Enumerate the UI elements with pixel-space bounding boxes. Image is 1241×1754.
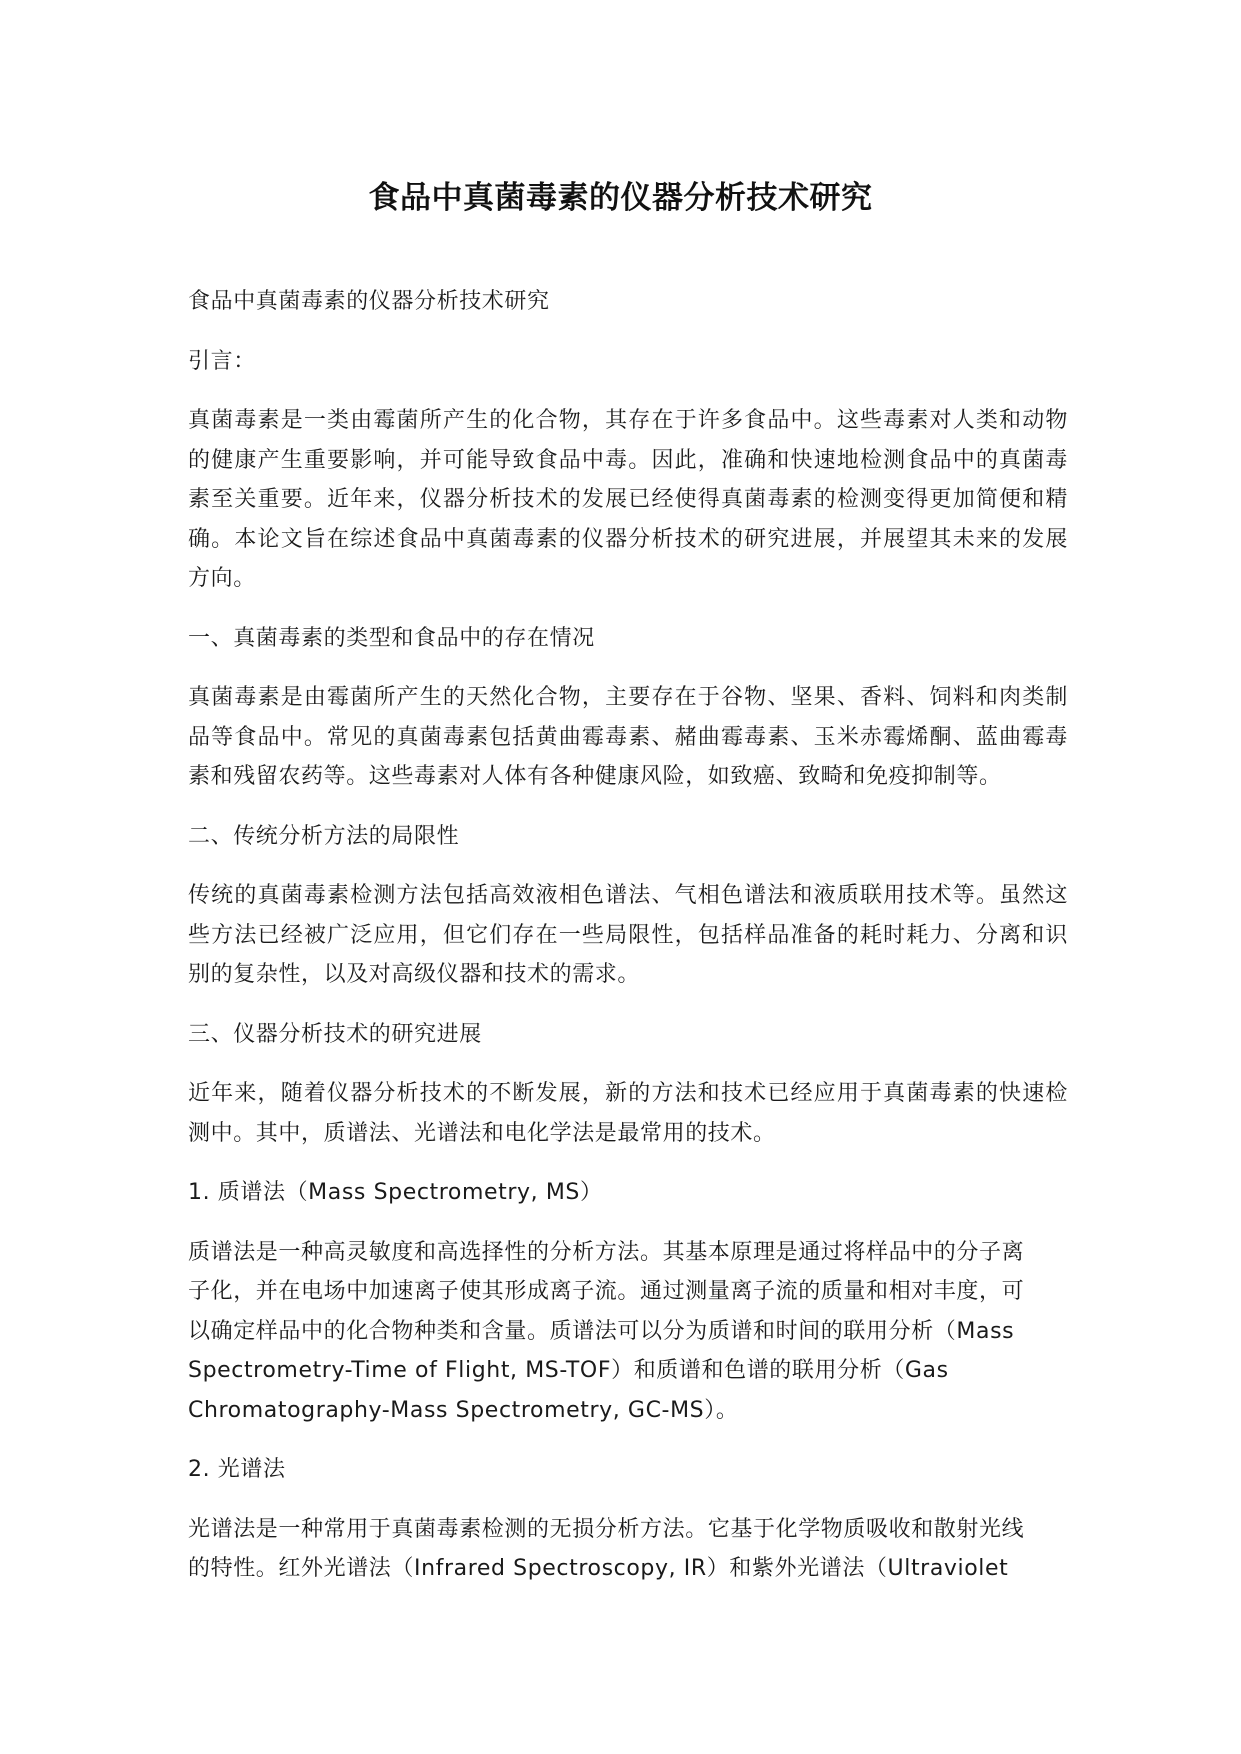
document-title: 食品中真菌毒素的仪器分析技术研究 xyxy=(368,180,873,216)
ms-paragraph-line: 质谱法是一种高灵敏度和高选择性的分析方法。其基本原理是通过将样品中的分子离 xyxy=(188,1239,1025,1265)
section1-heading: 一、真菌毒素的类型和食品中的存在情况 xyxy=(188,625,595,651)
intro-paragraph: 真菌毒素是一类由霉菌所产生的化合物，其存在于许多食品中。这些毒素对人类和动物的健康产生重要影响，并可能导致食品中毒。因此，准确和快速地检测食品中的真菌毒素至关重要。近年来，仪器分析技术的发展已经使得真菌毒素的检测变得更加简便和精确。本论文旨在综述食品中真菌毒素的仪器分析技术的研究进展，并展望其未来的发展方向。 xyxy=(188,408,1068,591)
ms-paragraph-line: Chromatography-Mass Spectrometry, GC-MS）。 xyxy=(188,1397,739,1423)
section1-paragraph: 真菌毒素是由霉菌所产生的天然化合物，主要存在于谷物、坚果、香料、饲料和肉类制品等食品中。常见的真菌毒素包括黄曲霉毒素、赭曲霉毒素、玉米赤霉烯酮、蓝曲霉毒素和残留农药等。这些毒素对人体有各种健康风险，如致癌、致畸和免疫抑制等。 xyxy=(188,685,1068,789)
ms-paragraph-line: 子化，并在电场中加速离子使其形成离子流。通过测量离子流的质量和相对丰度，可 xyxy=(188,1279,1025,1304)
ms-paragraph-line: 以确定样品中的化合物种类和含量。质谱法可以分为质谱和时间的联用分析（Mass xyxy=(188,1318,1015,1344)
ms-heading: 1. 质谱法（Mass Spectrometry, MS） xyxy=(188,1180,603,1205)
section3-paragraph: 近年来，随着仪器分析技术的不断发展，新的方法和技术已经应用于真菌毒素的快速检测中。其中，质谱法、光谱法和电化学法是最常用的技术。 xyxy=(188,1081,1068,1146)
subtitle: 食品中真菌毒素的仪器分析技术研究 xyxy=(188,289,550,314)
intro-label: 引言： xyxy=(188,348,256,374)
spec-paragraph xyxy=(188,1510,1068,1589)
spec-paragraph-line: 光谱法是一种常用于真菌毒素检测的无损分析方法。它基于化学物质吸收和散射光线 xyxy=(188,1516,1025,1542)
spec-heading: 2. 光谱法 xyxy=(188,1457,286,1482)
ms-paragraph xyxy=(188,1233,1068,1431)
spec-paragraph-line: 的特性。红外光谱法（Infrared Spectroscopy, IR）和紫外光谱法（Ultraviolet xyxy=(188,1556,1009,1581)
section3-heading: 三、仪器分析技术的研究进展 xyxy=(188,1021,482,1047)
section2-paragraph: 传统的真菌毒素检测方法包括高效液相色谱法、气相色谱法和液质联用技术等。虽然这些方法已经被广泛应用，但它们存在一些局限性，包括样品准备的耗时耗力、分离和识别的复杂性，以及对高级仪器和技术的需求。 xyxy=(188,883,1068,987)
section2-heading: 二、传统分析方法的局限性 xyxy=(188,823,460,849)
ms-paragraph-line: Spectrometry-Time of Flight, MS-TOF）和质谱和色谱的联用分析（Gas xyxy=(188,1358,949,1383)
document-body xyxy=(188,282,1068,1609)
